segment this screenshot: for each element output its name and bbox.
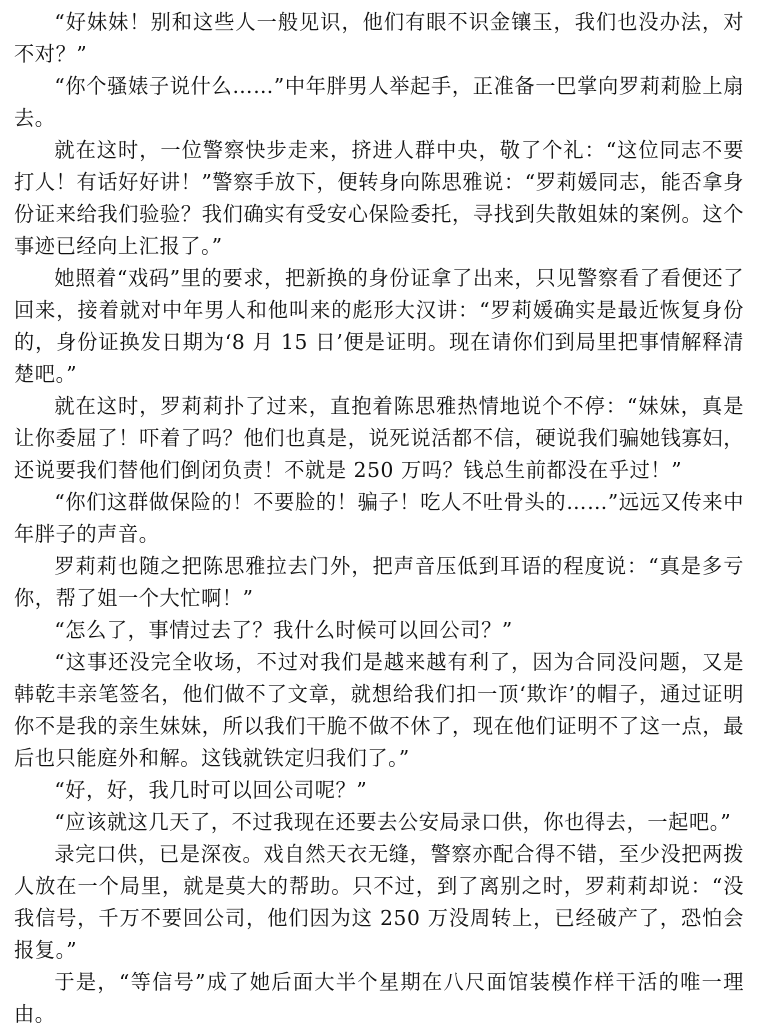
paragraph: 罗莉莉也随之把陈思雅拉去门外，把声音压低到耳语的程度说：“真是多亏你，帮了姐一个大忙啊！” [14, 554, 744, 610]
paragraph: “好，好，我几时可以回公司呢？” [54, 778, 368, 802]
paragraph: 于是，“等信号”成了她后面大半个星期在八尺面馆装模作样干活的唯一理由。 [14, 970, 744, 1026]
paragraph: “怎么了，事情过去了？我什么时候可以回公司？” [54, 618, 513, 642]
paragraph: “应该就这几天了，不过我现在还要去公安局录口供，你也得去，一起吧。” [54, 810, 732, 834]
paragraph: “你个骚婊子说什么……”中年胖男人举起手，正准备一巴掌向罗莉莉脸上扇去。 [14, 74, 744, 130]
paragraph: “你们这群做保险的！不要脸的！骗子！吃人不吐骨头的……”远远又传来中年胖子的声音。 [14, 490, 744, 546]
paragraph: 她照着“戏码”里的要求，把新换的身份证拿了出来，只见警察看了看便还了回来，接着就对中年男人和他叫来的彪形大汉讲：“罗莉媛确实是最近恢复身份的，身份证换发日期为‘8 月 15 日’便是证明。现在请你们到局里把事情解释清楚吧。” [14, 266, 744, 386]
paragraph: 录完口供，已是深夜。戏自然天衣无缝，警察亦配合得不错，至少没把两拨人放在一个局里，就是莫大的帮助。只不过，到了离别之时，罗莉莉却说：“没我信号，千万不要回公司，他们因为这 250 万没周转上，已经破产了，恐怕会报复。” [14, 842, 744, 962]
paragraph: 就在这时，罗莉莉扑了过来，直抱着陈思雅热情地说个不停：“妹妹，真是让你委屈了！吓着了吗？他们也真是，说死说活都不信，硬说我们骗她钱寡妇，还说要我们替他们倒闭负责！不就是 250 万吗？钱总生前都没在乎过！” [14, 394, 744, 482]
paragraph: 就在这时，一位警察快步走来，挤进人群中央，敬了个礼：“这位同志不要打人！有话好好讲！”警察手放下，便转身向陈思雅说：“罗莉媛同志，能否拿身份证来给我们验验？我们确实有受安心保险委托，寻找到失散姐妹的案例。这个事迹已经向上汇报了。” [14, 138, 744, 258]
paragraph: “这事还没完全收场，不过对我们是越来越有利了，因为合同没问题，又是韩乾丰亲笔签名，他们做不了文章，就想给我们扣一顶‘欺诈’的帽子，通过证明你不是我的亲生妹妹，所以我们干脆不做不休了，现在他们证明不了这一点，最后也只能庭外和解。这钱就铁定归我们了。” [14, 650, 744, 770]
paragraph: “好妹妹！别和这些人一般见识，他们有眼不识金镶玉，我们也没办法，对不对？” [14, 10, 744, 66]
